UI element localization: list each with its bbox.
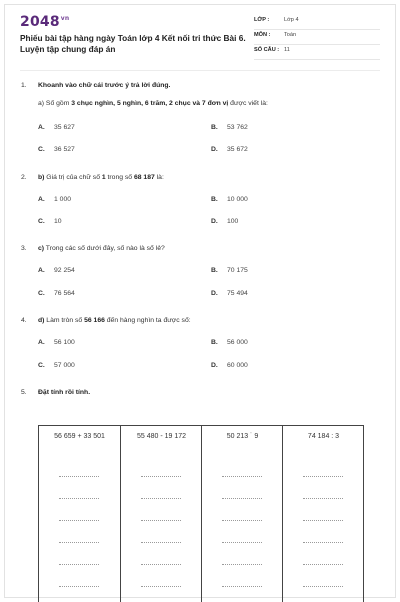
meta-subject-value: Toán <box>284 32 297 38</box>
q3-stem <box>38 245 165 252</box>
q1-option-a-letter[interactable]: A. <box>38 124 45 131</box>
q1-stem <box>38 100 268 107</box>
q2-option-d-value: 100 <box>227 218 239 225</box>
q2-number-value: 68 187 <box>133 174 155 181</box>
q4-stem-tail: đến hàng nghìn ta được số: <box>104 317 191 324</box>
q2-option-c-value: 10 <box>54 218 62 225</box>
meta-count-key: SỐ CÂU : <box>254 47 280 53</box>
q3-option-d-value: 75 494 <box>227 290 248 297</box>
answer-line <box>141 476 181 477</box>
q3-stem-text: Trong các số dưới đây, số nào là số lẻ? <box>44 245 165 252</box>
title-line-2: Luyện tập chung đáp án <box>20 43 116 54</box>
meta-class-key: LỚP : <box>254 17 270 23</box>
answer-line <box>303 520 343 521</box>
q1-option-d-letter[interactable]: D. <box>211 146 218 153</box>
q2-option-a-letter[interactable]: A. <box>38 196 45 203</box>
answer-line <box>141 498 181 499</box>
q3-option-a-letter[interactable]: A. <box>38 267 45 274</box>
q2-option-a-value: 1 000 <box>54 196 72 203</box>
meta-class-value: Lớp 4 <box>284 17 299 23</box>
q2-stem-tail: là: <box>154 174 164 181</box>
answer-line <box>303 476 343 477</box>
answer-line <box>141 586 181 587</box>
q3-option-c-letter[interactable]: C. <box>38 290 45 297</box>
answer-line <box>222 586 262 587</box>
q1-option-b-letter[interactable]: B. <box>211 124 218 131</box>
answer-line <box>59 586 99 587</box>
calc-column-1[interactable] <box>39 426 120 602</box>
q4-option-a-letter[interactable]: A. <box>38 339 45 346</box>
calc-column-4[interactable] <box>282 426 364 602</box>
q1-option-d-value: 35 672 <box>227 146 248 153</box>
answer-line <box>303 542 343 543</box>
title-line-1: Phiếu bài tập hàng ngày Toán lớp 4 Kết nối tri thức Bài 6. <box>20 33 246 43</box>
answer-line <box>303 498 343 499</box>
q2-number: 2. <box>21 174 27 181</box>
q4-stem <box>38 317 191 324</box>
calc-expression-3: 50 213 ˙ 9 <box>226 433 259 440</box>
q4-option-b-letter[interactable]: B. <box>211 339 218 346</box>
q1-option-b-value: 53 762 <box>227 124 248 131</box>
q2-option-d-letter[interactable]: D. <box>211 218 218 225</box>
q2-stem-text: Giá trị của chữ số <box>44 174 102 181</box>
q3-option-b-value: 70 175 <box>227 267 248 274</box>
answer-line <box>141 520 181 521</box>
q2-option-b-letter[interactable]: B. <box>211 196 218 203</box>
calc-column-3[interactable] <box>201 426 283 602</box>
answer-line <box>59 498 99 499</box>
q4-part-label: d) <box>38 317 45 324</box>
q2-digit: 1 <box>101 174 106 181</box>
meta-question-count <box>254 45 380 60</box>
q1-option-a-value: 35 627 <box>54 124 75 131</box>
q3-option-a-value: 92 254 <box>54 267 75 274</box>
q1-option-c-value: 36 527 <box>54 146 75 153</box>
answer-line <box>141 542 181 543</box>
worksheet-title <box>20 33 250 54</box>
calc-expression-2: 55 480 - 19 172 <box>136 433 187 440</box>
q4-option-c-letter[interactable]: C. <box>38 362 45 369</box>
q2-part-label: b) <box>38 174 45 181</box>
calc-expression-1: 56 659 + 33 501 <box>54 433 105 440</box>
q1-option-c-letter[interactable]: C. <box>38 146 45 153</box>
q1-stem-tail: được viết là: <box>228 100 268 107</box>
meta-count-value: 11 <box>284 47 290 53</box>
calc-expression-4: 74 184 : 3 <box>307 433 340 440</box>
q3-number: 3. <box>21 245 27 252</box>
header-divider <box>20 70 380 71</box>
answer-line <box>222 520 262 521</box>
q2-option-b-value: 10 000 <box>227 196 248 203</box>
q4-option-d-letter[interactable]: D. <box>211 362 218 369</box>
calculation-table <box>38 425 364 602</box>
q4-stem-text: Làm tròn số <box>44 317 85 324</box>
answer-line <box>222 564 262 565</box>
q4-option-c-value: 57 000 <box>54 362 75 369</box>
site-logo[interactable] <box>20 14 69 30</box>
answer-line <box>59 542 99 543</box>
q4-number-value: 56 166 <box>84 317 105 324</box>
q3-part-label: c) <box>38 245 45 252</box>
q3-option-c-value: 76 564 <box>54 290 75 297</box>
answer-line <box>222 542 262 543</box>
meta-subject-key: MÔN : <box>254 32 271 38</box>
logo-suffix: vn <box>60 15 70 23</box>
q5-title: Đặt tính rồi tính. <box>38 389 91 396</box>
q2-stem <box>38 174 164 181</box>
q1-stem-bold: 3 chục nghìn, 5 nghìn, 6 trăm, 2 chục và 7 đơn vị <box>71 100 229 107</box>
answer-line <box>59 476 99 477</box>
logo-text: 2048 <box>20 14 60 30</box>
q1-title: Khoanh vào chữ cái trước ý trả lời đúng. <box>38 82 171 89</box>
q4-option-d-value: 60 000 <box>227 362 248 369</box>
q3-option-b-letter[interactable]: B. <box>211 267 218 274</box>
q4-number: 4. <box>21 317 27 324</box>
q2-option-c-letter[interactable]: C. <box>38 218 45 225</box>
q1-number: 1. <box>21 82 27 89</box>
q4-option-b-value: 56 000 <box>227 339 248 346</box>
answer-line <box>303 564 343 565</box>
q5-number: 5. <box>21 389 27 396</box>
meta-class <box>254 15 380 30</box>
answer-line <box>222 476 262 477</box>
q2-stem-mid: trong số <box>105 174 134 181</box>
meta-subject <box>254 30 380 45</box>
answer-line <box>59 564 99 565</box>
answer-line <box>141 564 181 565</box>
calc-column-2[interactable] <box>120 426 202 602</box>
q1-stem-lead: a) Số gồm <box>38 100 72 107</box>
answer-line <box>222 498 262 499</box>
q4-option-a-value: 56 100 <box>54 339 75 346</box>
q3-option-d-letter[interactable]: D. <box>211 290 218 297</box>
answer-line <box>303 586 343 587</box>
answer-line <box>59 520 99 521</box>
